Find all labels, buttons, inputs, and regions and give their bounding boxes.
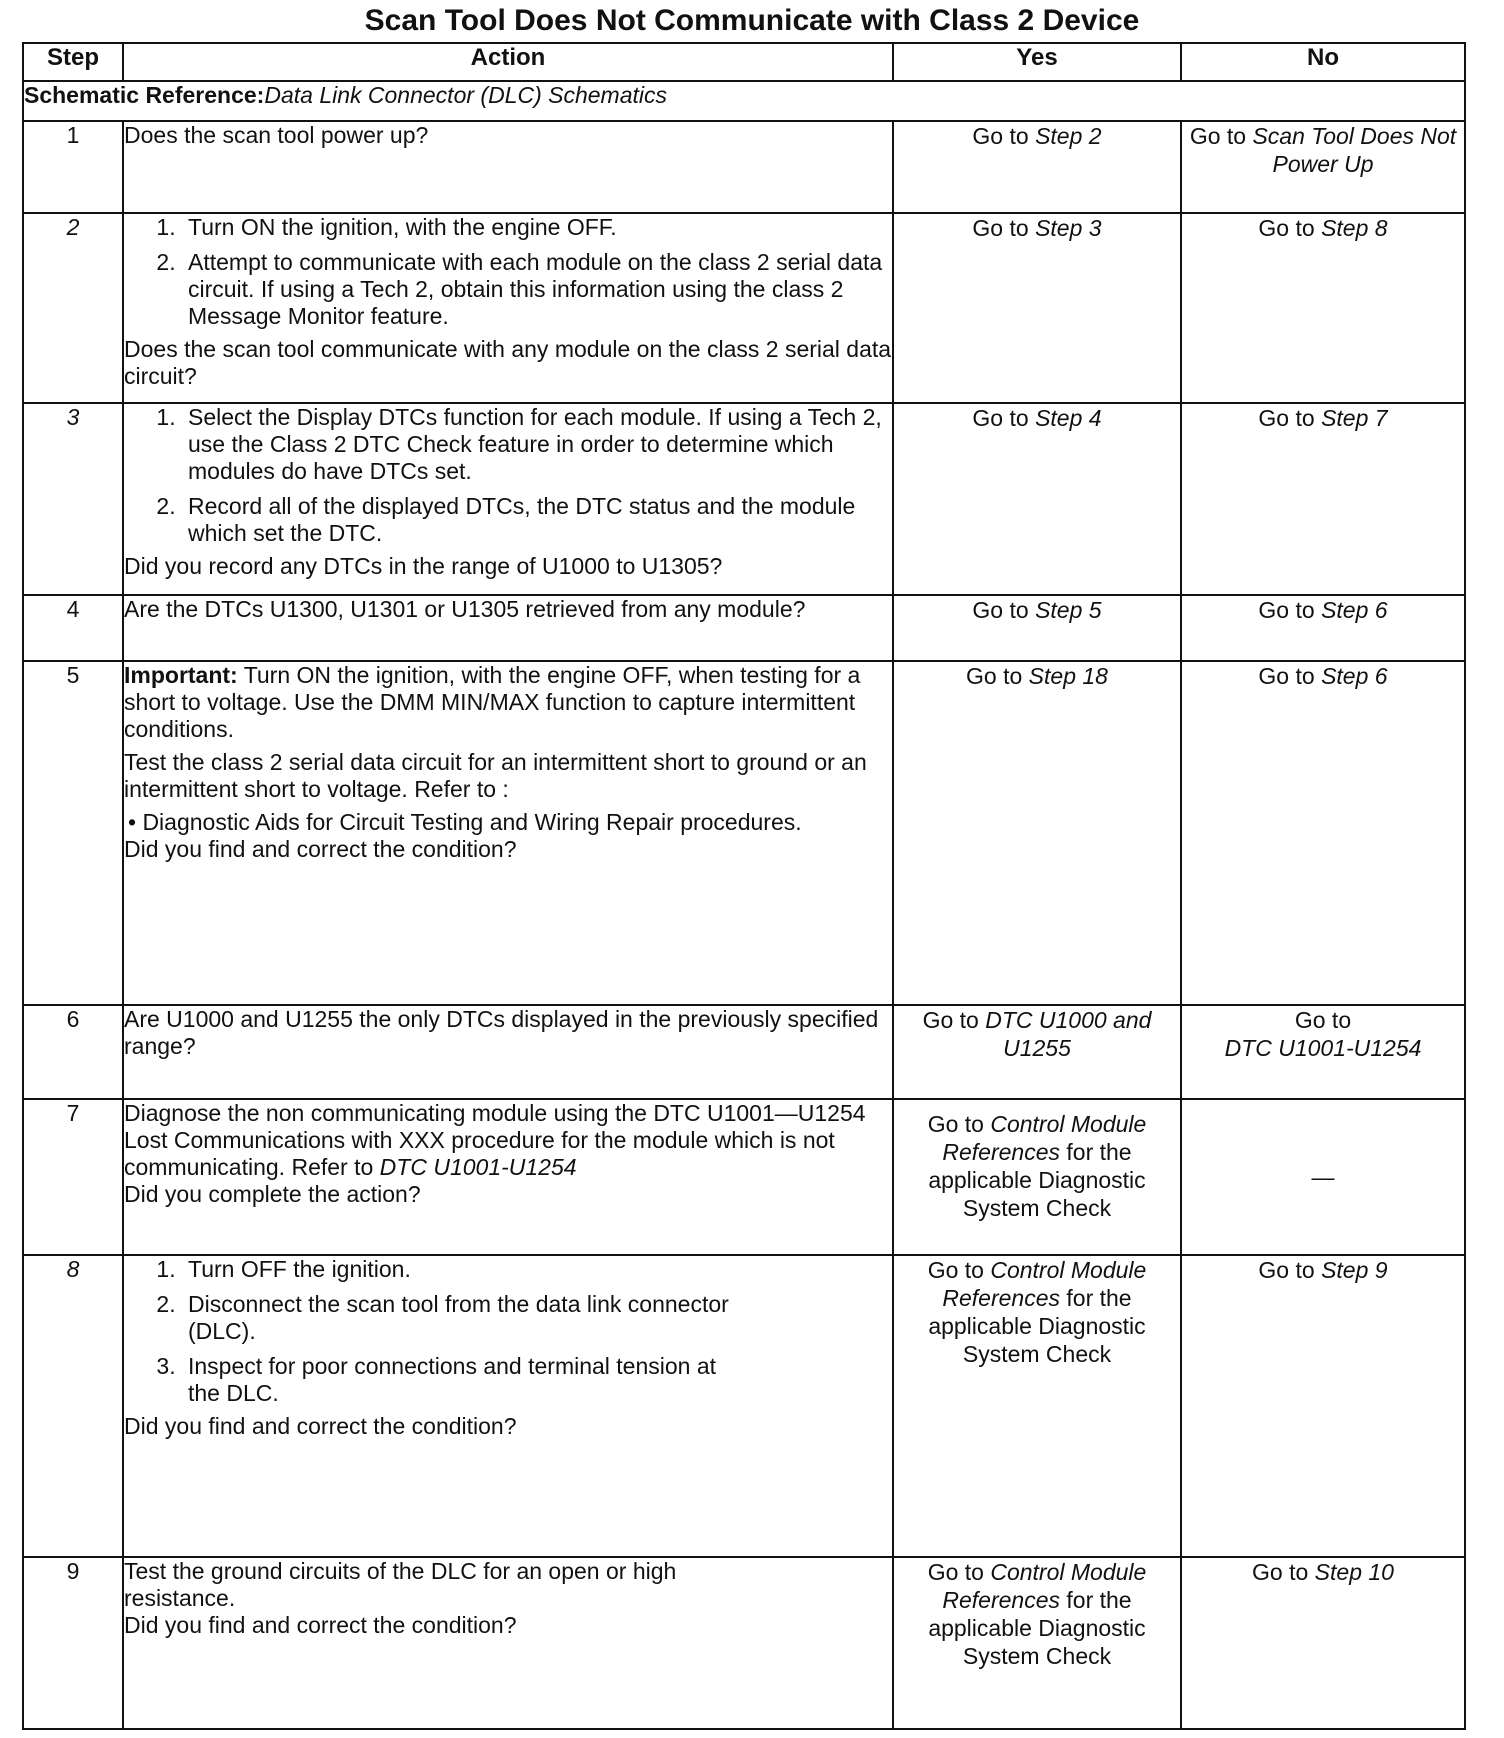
action-cell bbox=[123, 213, 893, 403]
no-cell bbox=[1181, 1099, 1465, 1255]
reference-bullet: • Diagnostic Aids for Circuit Testing and Wiring Repair procedures. bbox=[128, 809, 802, 835]
action-cell bbox=[123, 1557, 893, 1729]
no-cell bbox=[1181, 213, 1465, 403]
go-to-text: Go to bbox=[972, 405, 1029, 431]
action-cell bbox=[123, 1255, 893, 1557]
diagnostic-table bbox=[22, 42, 1466, 1730]
question: Did you find and correct the condition? bbox=[124, 1612, 517, 1638]
dtc-reference-link[interactable]: DTC U1001-U1254 bbox=[379, 1154, 577, 1180]
go-to-text: Go to bbox=[927, 1111, 984, 1137]
step-number-text: 2 bbox=[66, 214, 80, 240]
go-to-text: Go to bbox=[1258, 1257, 1315, 1283]
no-target-link[interactable]: Step 7 bbox=[1321, 405, 1388, 431]
no-cell bbox=[1181, 403, 1465, 595]
step-row-9 bbox=[23, 1557, 1465, 1729]
action-cell bbox=[123, 661, 893, 1005]
yes-cell bbox=[893, 1557, 1181, 1729]
go-to-text: Go to bbox=[972, 597, 1029, 623]
instruction-item: 2. Disconnect the scan tool from the data link connector (DLC). bbox=[182, 1291, 732, 1345]
important-text: Turn ON the ignition, with the engine OFF, when testing for a short to voltage. Use the DMM MIN/MAX function to capture intermittent conditions. bbox=[124, 662, 861, 742]
step-number-text: 8 bbox=[66, 1256, 80, 1282]
yes-target-link[interactable]: Step 4 bbox=[1035, 405, 1102, 431]
go-to-text: Go to bbox=[922, 1007, 979, 1033]
step-number: 1 bbox=[23, 121, 123, 213]
instruction-list bbox=[124, 404, 892, 553]
instruction-list bbox=[124, 1256, 892, 1413]
schematic-label: Schematic Reference: bbox=[24, 82, 265, 108]
yes-target-link[interactable]: Step 2 bbox=[1035, 123, 1102, 149]
step-row-2 bbox=[23, 213, 1465, 403]
question: Does the scan tool power up? bbox=[124, 122, 429, 148]
yes-target-link[interactable]: Step 3 bbox=[1035, 215, 1102, 241]
no-cell bbox=[1181, 1557, 1465, 1729]
test-instruction: Test the class 2 serial data circuit for an intermittent short to ground or an intermittent short to voltage. Refer to : bbox=[124, 749, 867, 802]
instruction-item: 2. Record all of the displayed DTCs, the DTC status and the module which set the DTC. bbox=[182, 493, 892, 547]
yes-target-link[interactable]: Control Module References bbox=[942, 1257, 1147, 1311]
go-to-text: Go to bbox=[972, 215, 1029, 241]
instruction-item: 1. Select the Display DTCs function for each module. If using a Tech 2, use the Class 2 DTC Check feature in order to determine which modules do have DTCs set. bbox=[182, 404, 892, 485]
go-to-text: Go to bbox=[927, 1559, 984, 1585]
go-to-text: Go to bbox=[1258, 597, 1315, 623]
step-row-7 bbox=[23, 1099, 1465, 1255]
no-cell bbox=[1181, 661, 1465, 1005]
step-number: 9 bbox=[23, 1557, 123, 1729]
question: Did you complete the action? bbox=[124, 1181, 421, 1207]
header-yes: Yes bbox=[893, 43, 1181, 81]
no-target-link[interactable]: Step 8 bbox=[1321, 215, 1388, 241]
yes-cell bbox=[893, 661, 1181, 1005]
action-cell bbox=[123, 121, 893, 213]
instruction-text bbox=[124, 1100, 892, 1181]
question: Did you find and correct the condition? bbox=[124, 836, 517, 862]
step-number: 7 bbox=[23, 1099, 123, 1255]
yes-target-link[interactable]: Control Module References bbox=[942, 1111, 1147, 1165]
go-to-text: Go to bbox=[1252, 1559, 1309, 1585]
question: Did you record any DTCs in the range of U1000 to U1305? bbox=[124, 553, 723, 579]
yes-target-rest: for the applicable Diagnostic System Check bbox=[928, 1285, 1146, 1367]
go-to-text: Go to bbox=[1258, 405, 1315, 431]
go-to-text: Go to bbox=[972, 123, 1029, 149]
header-action: Action bbox=[123, 43, 893, 81]
no-target-link[interactable]: DTC U1001-U1254 bbox=[1224, 1035, 1422, 1061]
step-number: 6 bbox=[23, 1005, 123, 1099]
step-number bbox=[23, 213, 123, 403]
no-target-link[interactable]: Step 10 bbox=[1314, 1559, 1394, 1585]
instruction-body: Diagnose the non communicating module using the DTC U1001—U1254 Lost Communications with XXX procedure for the module which is not communicating. Refer to bbox=[124, 1100, 866, 1180]
step-row-5 bbox=[23, 661, 1465, 1005]
go-to-text: Go to bbox=[1294, 1007, 1352, 1033]
no-target-link[interactable]: Step 6 bbox=[1321, 663, 1388, 689]
schematic-reference bbox=[23, 81, 1465, 121]
go-to-text: Go to bbox=[1189, 123, 1247, 149]
no-cell bbox=[1181, 595, 1465, 661]
action-cell bbox=[123, 595, 893, 661]
step-number: 5 bbox=[23, 661, 123, 1005]
go-to-text: Go to bbox=[966, 663, 1023, 689]
yes-cell bbox=[893, 121, 1181, 213]
yes-target-rest: for the applicable Diagnostic System Check bbox=[928, 1139, 1146, 1221]
yes-cell bbox=[893, 595, 1181, 661]
step-row-3 bbox=[23, 403, 1465, 595]
step-row-8 bbox=[23, 1255, 1465, 1557]
yes-cell bbox=[893, 403, 1181, 595]
instruction-item: 1. Turn OFF the ignition. bbox=[182, 1256, 732, 1283]
yes-cell bbox=[893, 1005, 1181, 1099]
no-cell bbox=[1181, 1255, 1465, 1557]
step-row-6 bbox=[23, 1005, 1465, 1099]
no-target-link[interactable]: Scan Tool Does Not Power Up bbox=[1252, 123, 1457, 177]
yes-target-link[interactable]: Control Module References bbox=[942, 1559, 1147, 1613]
no-not-applicable: — bbox=[1311, 1164, 1335, 1190]
no-cell bbox=[1181, 121, 1465, 213]
question: Are U1000 and U1255 the only DTCs displayed in the previously specified range? bbox=[124, 1006, 879, 1059]
no-cell bbox=[1181, 1005, 1465, 1099]
schematic-link[interactable]: Data Link Connector (DLC) Schematics bbox=[264, 82, 668, 108]
step-number: 4 bbox=[23, 595, 123, 661]
header-step: Step bbox=[23, 43, 123, 81]
step-number bbox=[23, 403, 123, 595]
header-no: No bbox=[1181, 43, 1465, 81]
step-number bbox=[23, 1255, 123, 1557]
yes-target-rest: for the applicable Diagnostic System Check bbox=[928, 1587, 1146, 1669]
no-target-link[interactable]: Step 9 bbox=[1321, 1257, 1388, 1283]
question: Did you find and correct the condition? bbox=[124, 1413, 517, 1439]
question: Does the scan tool communicate with any module on the class 2 serial data circuit? bbox=[124, 336, 892, 389]
important-note bbox=[124, 662, 892, 743]
yes-target-link[interactable]: Step 18 bbox=[1028, 663, 1108, 689]
step-number-text: 3 bbox=[66, 404, 80, 430]
step-row-4 bbox=[23, 595, 1465, 661]
instruction-item: 3. Inspect for poor connections and terminal tension at the DLC. bbox=[182, 1353, 732, 1407]
question: Are the DTCs U1300, U1301 or U1305 retrieved from any module? bbox=[124, 596, 806, 622]
instruction-item: 1. Turn ON the ignition, with the engine OFF. bbox=[182, 214, 892, 241]
instruction-list bbox=[124, 214, 892, 336]
go-to-text: Go to bbox=[1258, 215, 1315, 241]
yes-cell bbox=[893, 1255, 1181, 1557]
go-to-text: Go to bbox=[927, 1257, 984, 1283]
yes-target-link[interactable]: Step 5 bbox=[1035, 597, 1102, 623]
go-to-text: Go to bbox=[1258, 663, 1315, 689]
yes-target-link[interactable]: DTC U1000 and U1255 bbox=[985, 1007, 1152, 1061]
important-label: Important: bbox=[124, 662, 238, 688]
action-cell bbox=[123, 1005, 893, 1099]
yes-cell bbox=[893, 213, 1181, 403]
schematic-row bbox=[23, 81, 1465, 121]
no-target-link[interactable]: Step 6 bbox=[1321, 597, 1388, 623]
action-cell bbox=[123, 403, 893, 595]
instruction-item: 2. Attempt to communicate with each module on the class 2 serial data circuit. If using a Tech 2, obtain this information using the class 2 Message Monitor feature. bbox=[182, 249, 892, 330]
step-row-1 bbox=[23, 121, 1465, 213]
header-row bbox=[23, 43, 1465, 81]
yes-cell bbox=[893, 1099, 1181, 1255]
instruction-text: Test the ground circuits of the DLC for an open or high resistance. bbox=[124, 1558, 677, 1611]
page-title: Scan Tool Does Not Communicate with Class 2 Device bbox=[364, 4, 1140, 37]
action-cell bbox=[123, 1099, 893, 1255]
